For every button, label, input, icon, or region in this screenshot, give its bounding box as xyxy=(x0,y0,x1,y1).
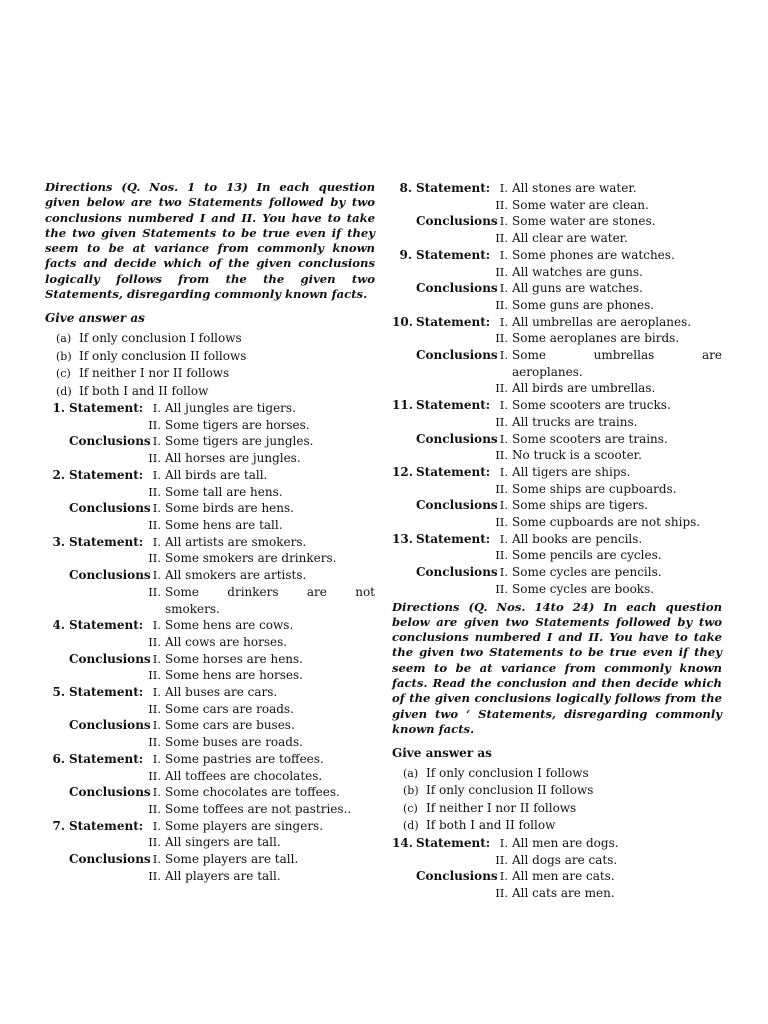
roman-numeral: I. xyxy=(152,401,161,416)
statement-label: Statement: xyxy=(416,531,491,546)
answer-option xyxy=(45,348,375,366)
conclusions-label: Conclusions xyxy=(69,501,151,516)
conclusion-text: Some players are tall. xyxy=(165,852,299,867)
statement-text: All cows are horses. xyxy=(165,634,288,649)
statement-text: All men are dogs. xyxy=(512,835,619,850)
roman-numeral: II. xyxy=(495,331,508,346)
conclusion-text: All smokers are artists. xyxy=(165,568,307,583)
conclusion-text: Some cupboards are not ships. xyxy=(512,515,701,530)
roman-numeral: I. xyxy=(499,181,508,195)
conclusion-text: All birds are umbrellas. xyxy=(512,381,656,396)
statement-text: All books are pencils. xyxy=(512,531,643,546)
option-label: (c) xyxy=(56,367,71,381)
answer-option xyxy=(392,817,722,835)
statement-text: Some pencils are cycles. xyxy=(512,548,662,563)
question-7 xyxy=(45,818,375,885)
option-label: (a) xyxy=(403,766,419,780)
roman-numeral: I. xyxy=(499,531,508,546)
option-label: (d) xyxy=(403,819,419,833)
question-9 xyxy=(392,247,722,314)
conclusions-label: Conclusions xyxy=(416,348,498,363)
roman-numeral: II. xyxy=(148,518,161,532)
roman-numeral: I. xyxy=(152,852,161,867)
statement-text: All toffees are chocolates. xyxy=(165,768,323,783)
question-13 xyxy=(392,531,722,598)
conclusions-label: Conclusions xyxy=(416,498,498,513)
statement-label: Statement: xyxy=(416,835,491,850)
roman-numeral: I. xyxy=(499,464,508,479)
conclusion-text: Some drinkers are not xyxy=(165,584,375,599)
question-number: 1. xyxy=(52,401,65,416)
question-5 xyxy=(45,684,375,751)
roman-numeral: II. xyxy=(495,414,508,429)
roman-numeral: I. xyxy=(499,314,508,329)
option-text: If neither I nor II follows xyxy=(426,800,577,815)
question-number: 10. xyxy=(392,314,413,329)
statement-text: Some scooters are trucks. xyxy=(512,398,671,413)
statement-text: Some phones are watches. xyxy=(512,247,675,262)
question-number: 4. xyxy=(52,618,65,633)
give-answer-title: Give answer as xyxy=(45,311,145,326)
conclusions-label: Conclusions xyxy=(416,565,498,580)
option-text: If both I and II follow xyxy=(426,818,556,833)
statement-label: Statement: xyxy=(416,247,491,262)
statement-label: Statement: xyxy=(416,314,491,329)
answer-options xyxy=(45,330,375,400)
conclusion-text: Some umbrellas are xyxy=(512,348,722,363)
roman-numeral: II. xyxy=(495,481,508,496)
question-1 xyxy=(45,400,375,467)
roman-numeral: II. xyxy=(148,484,161,499)
option-text: If both I and II follow xyxy=(79,383,209,398)
statement-text: All tigers are ships. xyxy=(512,464,631,479)
question-number: 12. xyxy=(392,464,413,479)
conclusion-text: Some chocolates are toffees. xyxy=(165,785,340,800)
roman-numeral: II. xyxy=(148,551,161,566)
option-text: If only conclusion I follows xyxy=(79,331,242,346)
option-text: If only conclusion II follows xyxy=(426,783,594,798)
question-number: 2. xyxy=(52,467,65,482)
statement-label: Statement: xyxy=(69,618,144,633)
question-14 xyxy=(392,835,722,902)
conclusions-label: Conclusions xyxy=(69,785,151,800)
option-label: (a) xyxy=(56,332,72,346)
roman-numeral: I. xyxy=(152,618,161,633)
conclusions-label: Conclusions xyxy=(69,568,151,583)
question-number: 6. xyxy=(52,751,65,766)
statement-text: All trucks are trains. xyxy=(512,414,638,429)
roman-numeral: II. xyxy=(148,868,161,883)
statement-label: Statement: xyxy=(416,181,491,195)
statement-label: Statement: xyxy=(416,464,491,479)
conclusion-text: All clear are water. xyxy=(512,231,628,246)
roman-numeral: I. xyxy=(152,785,161,800)
statement-label: Statement: xyxy=(69,818,144,833)
roman-numeral: II. xyxy=(495,852,508,867)
option-label: (c) xyxy=(403,801,418,815)
conclusion-text: Some cars are buses. xyxy=(165,718,295,733)
statement-label: Statement: xyxy=(69,467,144,482)
conclusions-label: Conclusions xyxy=(416,281,498,296)
roman-numeral: II. xyxy=(495,448,508,463)
conclusion-text: All horses are jungles. xyxy=(165,451,301,466)
roman-numeral: II. xyxy=(148,634,161,649)
answer-option xyxy=(45,365,375,383)
conclusions-label: Conclusions xyxy=(69,651,151,666)
statement-text: Some tall are hens. xyxy=(165,484,283,499)
roman-numeral: II. xyxy=(148,835,161,850)
roman-numeral: I. xyxy=(152,718,161,733)
conclusion-text: Some horses are hens. xyxy=(165,651,303,666)
roman-numeral: II. xyxy=(148,584,161,599)
answer-option xyxy=(45,330,375,348)
option-label: (b) xyxy=(56,349,72,363)
roman-numeral: II. xyxy=(495,264,508,279)
roman-numeral: I. xyxy=(152,534,161,549)
statement-text: Some ships are cupboards. xyxy=(512,481,677,496)
conclusion-text: All cats are men. xyxy=(512,886,615,901)
give-answer-title: Give answer as xyxy=(392,746,492,761)
conclusion-text: Some birds are hens. xyxy=(165,501,294,516)
conclusion-text: All players are tall. xyxy=(165,868,281,883)
roman-numeral: I. xyxy=(152,685,161,700)
directions-q1-13: Directions (Q. Nos. 1 to 13) In each question given below are two Statements followed by two conclusions numbered I and II. You have to take the two given Statements to be true even if they seem to be at variance from commonly known facts and decide which of the given conclusions logically follows from the the given two Statements, disregarding commonly known facts. xyxy=(45,180,375,302)
option-text: If neither I nor II follows xyxy=(79,366,230,381)
statement-text: All umbrellas are aeroplanes. xyxy=(512,314,692,329)
roman-numeral: I. xyxy=(499,398,508,413)
statement-text: Some hens are cows. xyxy=(165,618,294,633)
question-number: 8. xyxy=(399,181,412,195)
question-10 xyxy=(392,314,722,398)
conclusion-text: Some tigers are jungles. xyxy=(165,434,314,449)
question-number: 14. xyxy=(392,835,413,850)
roman-numeral: I. xyxy=(499,247,508,262)
roman-numeral: II. xyxy=(495,548,508,563)
statement-label: Statement: xyxy=(69,685,144,700)
roman-numeral: I. xyxy=(499,348,508,363)
statement-text: All singers are tall. xyxy=(165,835,281,850)
question-2 xyxy=(45,467,375,534)
option-label: (d) xyxy=(56,384,72,398)
statement-text: All birds are tall. xyxy=(165,467,268,482)
roman-numeral: II. xyxy=(148,801,161,816)
roman-numeral: I. xyxy=(499,431,508,446)
roman-numeral: II. xyxy=(495,886,508,901)
conclusion-text: Some scooters are trains. xyxy=(512,431,668,446)
question-number: 3. xyxy=(52,534,65,549)
roman-numeral: II. xyxy=(495,231,508,246)
answer-option xyxy=(45,383,375,401)
roman-numeral: II. xyxy=(148,451,161,466)
roman-numeral: II. xyxy=(495,197,508,212)
statement-text: All dogs are cats. xyxy=(512,852,618,867)
statement-text: All buses are cars. xyxy=(165,685,278,700)
roman-numeral: I. xyxy=(152,467,161,482)
statement-text: Some aeroplanes are birds. xyxy=(512,331,680,346)
conclusion-text: Some guns are phones. xyxy=(512,297,655,312)
conclusion-text: Some ships are tigers. xyxy=(512,498,649,513)
statement-text: Some water are clean. xyxy=(512,197,649,212)
conclusion-text: Some hens are horses. xyxy=(165,668,303,683)
answer-option xyxy=(392,800,722,818)
directions-q14-24: Directions (Q. Nos. 14to 24) In each question below are given two Statements followed by two conclusions numbered I and II. You have to take the given two Statements to be true even if they seem to be at variance from commonly known facts. Read the conclusion and then decide which of the given conclusions logically follows from the given two ‘ Statements, disregarding commonly known facts. xyxy=(392,599,722,736)
roman-numeral: II. xyxy=(495,515,508,530)
roman-numeral: II. xyxy=(495,581,508,596)
roman-numeral: I. xyxy=(152,818,161,833)
statement-label: Statement: xyxy=(69,401,144,416)
statement-label: Statement: xyxy=(69,534,144,549)
roman-numeral: I. xyxy=(499,281,508,296)
roman-numeral: II. xyxy=(148,417,161,432)
answer-option xyxy=(392,765,722,783)
roman-numeral: I. xyxy=(152,568,161,583)
option-text: If only conclusion I follows xyxy=(426,765,589,780)
conclusion-text: Some cycles are pencils. xyxy=(512,565,662,580)
roman-numeral: I. xyxy=(152,434,161,449)
conclusions-label: Conclusions xyxy=(416,869,498,884)
conclusion-text: Some toffees are not pastries.. xyxy=(165,801,352,816)
question-number: 5. xyxy=(52,685,65,700)
option-text: If only conclusion II follows xyxy=(79,348,247,363)
statement-text: All watches are guns. xyxy=(512,264,643,279)
statement-text: All jungles are tigers. xyxy=(165,401,296,416)
left-column xyxy=(45,180,375,884)
conclusion-text-continued: smokers. xyxy=(165,601,220,616)
roman-numeral: II. xyxy=(148,701,161,716)
conclusions-label: Conclusions xyxy=(69,434,151,449)
conclusion-text: No truck is a scooter. xyxy=(512,448,642,463)
conclusion-text: All guns are watches. xyxy=(512,281,643,296)
answer-option xyxy=(392,782,722,800)
question-12 xyxy=(392,464,722,531)
statement-text: Some tigers are horses. xyxy=(165,417,310,432)
statement-label: Statement: xyxy=(416,398,491,413)
question-11 xyxy=(392,397,722,464)
roman-numeral: II. xyxy=(148,735,161,750)
roman-numeral: I. xyxy=(499,498,508,513)
conclusion-text: All men are cats. xyxy=(512,869,615,884)
roman-numeral: II. xyxy=(148,668,161,683)
question-number: 9. xyxy=(399,247,412,262)
roman-numeral: I. xyxy=(499,835,508,850)
question-4 xyxy=(45,617,375,684)
conclusion-text-continued: aeroplanes. xyxy=(512,364,583,379)
roman-numeral: II. xyxy=(495,297,508,312)
conclusion-text: Some buses are roads. xyxy=(165,735,303,750)
right-column xyxy=(392,180,722,902)
statement-text: All stones are water. xyxy=(512,181,637,195)
conclusion-text: Some hens are tall. xyxy=(165,518,283,532)
conclusion-text: Some water are stones. xyxy=(512,214,656,229)
statement-text: All artists are smokers. xyxy=(165,534,307,549)
question-number: 7. xyxy=(52,818,65,833)
roman-numeral: I. xyxy=(499,565,508,580)
roman-numeral: I. xyxy=(499,869,508,884)
conclusion-text: Some cycles are books. xyxy=(512,581,655,596)
roman-numeral: I. xyxy=(152,751,161,766)
statement-text: Some players are singers. xyxy=(165,818,324,833)
roman-numeral: I. xyxy=(152,501,161,516)
statement-text: Some pastries are toffees. xyxy=(165,751,324,766)
conclusions-label: Conclusions xyxy=(69,852,151,867)
answer-options xyxy=(392,765,722,835)
roman-numeral: I. xyxy=(152,651,161,666)
conclusions-label: Conclusions xyxy=(416,431,498,446)
statement-text: Some cars are roads. xyxy=(165,701,294,716)
conclusions-label: Conclusions xyxy=(416,214,498,229)
question-3 xyxy=(45,534,375,618)
statement-label: Statement: xyxy=(69,751,144,766)
statement-text: Some smokers are drinkers. xyxy=(165,551,337,566)
roman-numeral: II. xyxy=(148,768,161,783)
question-6 xyxy=(45,751,375,818)
roman-numeral: I. xyxy=(499,214,508,229)
question-number: 11. xyxy=(392,398,413,413)
option-label: (b) xyxy=(403,784,419,798)
conclusions-label: Conclusions xyxy=(69,718,151,733)
question-8 xyxy=(392,180,722,247)
question-number: 13. xyxy=(392,531,413,546)
roman-numeral: II. xyxy=(495,381,508,396)
